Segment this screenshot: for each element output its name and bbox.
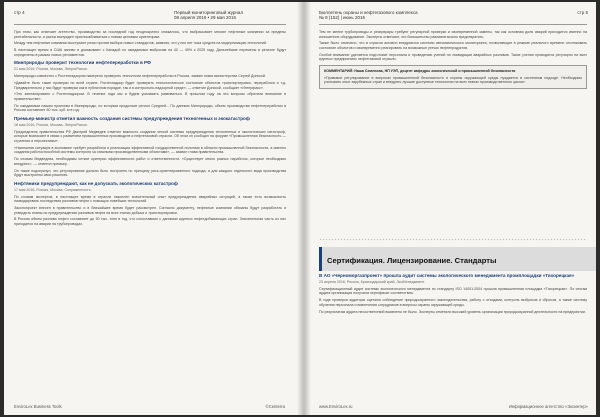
right-issue-dates: № 8 (152) | июнь 2016	[319, 15, 365, 20]
article-paragraph: «Нынешняя ситуация в экономике требует разработки и реализации эффективной государственной политики в области промышленной безопасности, а именно создания работоспособной системы контроля за опасными производственными объектами», — заявил глава правительства.	[14, 145, 286, 155]
right-journal-title: Бюллетень охраны и нефтегазового комплекса	[319, 10, 418, 15]
intro-paragraph: При этом, как отмечает агентство, производство за последний год неоднократно снижалось, что выбрасывает многие нефтяные компании за пределы рентабельности, и рынок вынужден приспосабливаться к новым ценовым ориентирам.	[14, 30, 286, 39]
left-header	[174, 10, 286, 20]
article-paragraph: Сертификационный аудит системы экологического менеджмента по стандарту ISO 14001:2004 прошла промышленная площадка «Тихорецкая». По итогам аудита организация получила сертификат соответствия.	[319, 286, 587, 296]
intro-paragraph: В настоящее время в США заново и доказывают с Канадой по ожидаемым выбросам на 40 — 45% к 2025 году. Дальнейшие перемены в регионе будут определены в рамках новых регламентов.	[14, 48, 286, 57]
article-title: Минприроды проверит технологии нефтепереработки в РФ	[14, 60, 151, 66]
left-issue-dates: 08 апреля 2016 • 29 мая 2016	[174, 15, 237, 20]
article-paragraph: По ожидаемым нашим проектам в Минприроды, по которым продолжат регион Средней... По данным Минприроды, объем производства нефтепереработки в России составляет 60 тыс. куб. м в год.	[14, 103, 286, 113]
article-paragraph: Особое внимание уделяется подготовке персонала и проведению учений по ликвидации аварийных разливов. Такие учения проводятся регулярно на всех крупных предприятиях нефтегазовой отрасли.	[319, 52, 587, 62]
article-title: Нефтяники предупреждают, как не допускать экологических катастроф	[14, 180, 178, 186]
article-date: 23 апреля 2016, Россия, Краснодарский край, ЭкоМенеджмент.	[319, 280, 425, 285]
left-page-number: стр 4	[14, 10, 25, 15]
article-paragraph: Минприроды совместно с Ростехнадзором намерено проверить технологии нефтепереработки в России, заявил глава министерства Сергей Донской.	[14, 74, 266, 79]
article-paragraph: В России объем разлива нефти составляет до 50 тыс. тонн в год, что сопоставимо с данными крупных нефтедобывающих стран. Значительная часть из них приходится на аварии на трубопроводах.	[14, 217, 286, 226]
article-date: 21 мая 2016, Россия, Москва, ЭнергоРынок.	[14, 67, 88, 72]
left-footer-right: ©Centerra	[265, 404, 285, 409]
left-journal-title: Первый мониторинговый журнал	[174, 10, 244, 15]
dotted-divider	[319, 238, 587, 242]
article-paragraph: Он также подчеркнул, что регулирование должно быть построено по принципу риск-ориентированного подхода, и для каждого отдельного вида производства будут выстроены свои решения.	[14, 168, 286, 178]
commentary-title: КОММЕНТАРИЙ: Наша Семенова, НП УЭП, доцент кафедры экологической и промышленной безопасности	[324, 68, 516, 73]
article-paragraph: По словам экспертов, в настоящее время в отрасли накоплен значительный опыт предупреждения аварийных ситуаций, а также есть возможность ликвидировать последствия разливов нефти с помощью новейших технологий.	[14, 194, 286, 204]
article-paragraph: Также было отмечено, что в отрасли активно внедряются системы автоматического мониторинга, позволяющие в режиме реального времени отслеживать состояние объектов и своевременно реагировать на возможные утечки нефтепродуктов.	[319, 41, 587, 50]
article-title: Премьер-министр отметил важность создания системы предупреждения техногенных и экокатастроф	[14, 115, 250, 121]
magazine-spread	[4, 2, 596, 415]
section-banner	[319, 247, 596, 271]
article-paragraph: Законопроект внесен в правительство и в ближайшее время будет рассмотрен. Согласно документу, нефтяные компании обязаны будут разработать и утвердить планы по предупреждению разливов нефти на всех этапах добычи и транспортировки.	[14, 205, 286, 215]
article-paragraph: Тем не менее трубопроводы и резервуары требуют регулярной проверки и своевременной замены, так как основная доля аварий приходится именно на изношенное оборудование. Эксперты отмечают, что большинство разливов можно предотвратить.	[319, 30, 587, 39]
right-header	[319, 10, 469, 20]
right-page	[311, 2, 596, 415]
commentary-text: «Правовое регулирование в вопросах промышленной безопасности и охраны окружающей среды нуждается в системном подходе. Необходимо учитывать опыт зарубежных стран и внедрять лучшие доступные технологии на всех этапах производственного цикла».	[324, 75, 582, 85]
left-body	[14, 30, 286, 229]
right-footer-right: Информационное агентство «Экоинтер»	[508, 404, 588, 409]
binding-gutter	[297, 2, 311, 415]
article-paragraph: В ходе проверки аудиторы оценили соблюдение природоохранного законодательства, работу с отходами, контроль выбросов и сбросов, а также систему обучения персонала и вовлечения сотрудников в вопросы охраны окружающей среды.	[319, 298, 587, 307]
commentary-box	[319, 65, 587, 89]
right-page-number: стр 5	[577, 10, 588, 15]
article-paragraph: «Давайте быть такие проверки по всей стране. Ростехнадзор будет проверять технологическое состояние объектов транспортировки, переработки и т.д. Предварительно у нас будут проверки как в публичном порядке, так и в контрольно-надзорной среде», — отметил Донской, сообщает «Интерфакс».	[14, 81, 286, 90]
header-rule	[14, 24, 286, 25]
article-title: В АО «Черноморгазпроект» прошла аудит системы экологического менеджмента промплощадки «Тихорецкая»	[319, 273, 575, 278]
right-footer-left: www.EnviroLex.ru	[319, 404, 353, 409]
right-body-bottom	[319, 270, 587, 316]
article-date: 17 мая 2016, Россия, Москва, Сопряженность.	[14, 187, 92, 192]
article-paragraph: По словам Медведева, необходимы четкие критерии эффективности работ и ответственности. «Существует много разных наработок, которые необходимо внедрять», — отметил премьер.	[14, 157, 286, 166]
article-paragraph: «Это запланировано с Ростехнадзором. В течение года мы и будем усиливать развиваться. В прошлом году на эти вопросы обратили внимание в правительстве».	[14, 92, 286, 101]
article-paragraph: Председатель правительства РФ Дмитрий Медведев отметил важность создания четкой системы предупреждения техногенных и экологических катастроф, которые возникают в связи с развитием промышленных производств и нефтегазовой отрасли. Об этом он сообщил на форуме «Промышленная безопасность — стратегия и перспективы».	[14, 129, 286, 143]
header-rule	[319, 24, 587, 25]
article-paragraph: По результатам аудита несоответствий выявлено не было. Эксперты отметили высокий уровень организации природоохранной деятельности на предприятии.	[319, 309, 586, 314]
right-body-top	[319, 30, 587, 92]
left-page	[4, 2, 297, 415]
intro-paragraph: Между тем нефтяные компании выступают резко против выбора новых стандартов, заявляя, что у них нет пока средств на модернизацию технологий.	[14, 41, 267, 46]
left-footer-left: EnviroLex Business Tools	[14, 404, 62, 409]
article-date: 18 мая 2016, Россия, Москва, ЭнергоРынок.	[14, 123, 88, 128]
section-title: Сертификация. Лицензирование. Стандарты	[327, 256, 497, 265]
